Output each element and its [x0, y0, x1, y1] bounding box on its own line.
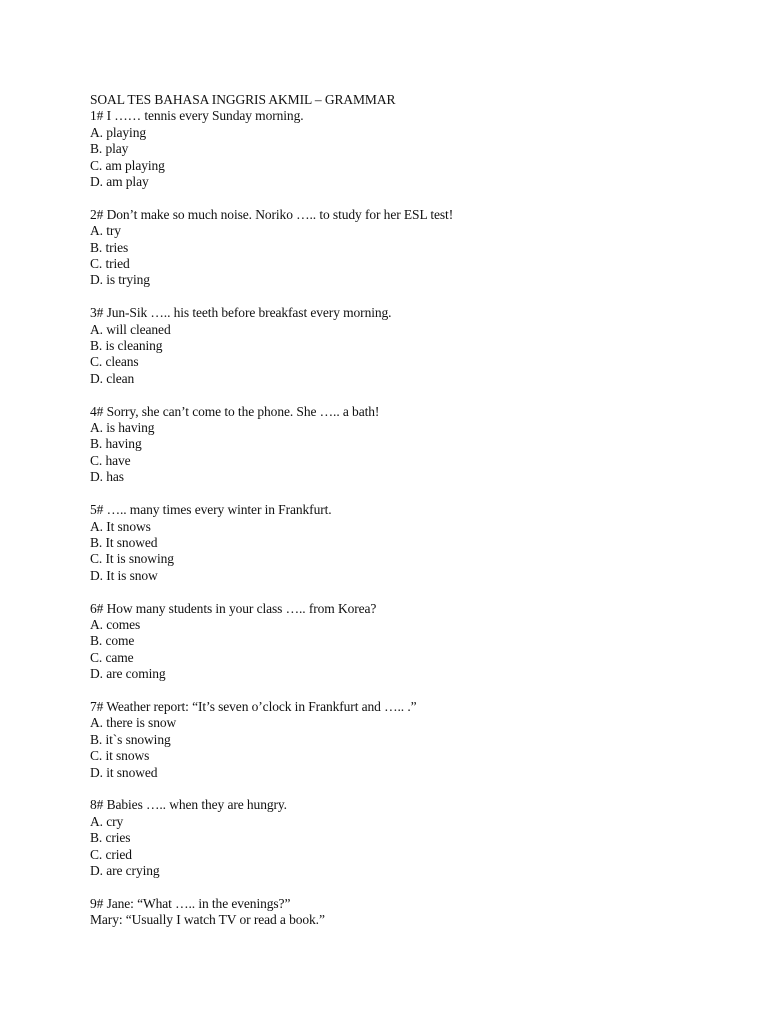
question-text: Mary: “Usually I watch TV or read a book.”: [90, 912, 325, 928]
answer-option: B. is cleaning: [90, 338, 163, 354]
question-item: [90, 699, 710, 781]
question-item: [90, 896, 710, 929]
question-text: 2# Don’t make so much noise. Noriko ….. to study for her ESL test!: [90, 206, 454, 222]
answer-option: C. cried: [90, 846, 132, 862]
question-item: [90, 601, 710, 683]
answer-option: A. is having: [90, 420, 155, 436]
question-text: 8# Babies ….. when they are hungry.: [90, 797, 287, 813]
answer-option: C. tried: [90, 256, 130, 272]
answer-option: B. It snowed: [90, 534, 158, 550]
answer-option: A. will cleaned: [90, 321, 171, 337]
answer-option: A. there is snow: [90, 715, 177, 731]
question-item: [90, 502, 710, 584]
answer-option: D. are coming: [90, 666, 166, 682]
answer-option: D. It is snow: [90, 567, 158, 583]
question-text: 4# Sorry, she can’t come to the phone. She ….. a bath!: [90, 403, 380, 419]
answer-option: D. has: [90, 469, 124, 485]
answer-option: C. it snows: [90, 748, 150, 764]
question-item: [90, 797, 710, 879]
question-text: 5# ….. many times every winter in Frankfurt.: [90, 502, 332, 518]
answer-option: A. playing: [90, 124, 146, 140]
answer-option: B. tries: [90, 239, 129, 255]
answer-option: C. have: [90, 452, 131, 468]
question-item: [90, 207, 710, 289]
answer-option: C. came: [90, 649, 134, 665]
answer-option: C. am playing: [90, 157, 165, 173]
question-text: 6# How many students in your class ….. from Korea?: [90, 600, 377, 616]
question-text: 1# I …… tennis every Sunday morning.: [90, 108, 304, 124]
question-text: 7# Weather report: “It’s seven o’clock in Frankfurt and ….. .”: [90, 698, 417, 714]
answer-option: B. come: [90, 633, 135, 649]
answer-option: B. it`s snowing: [90, 731, 171, 747]
answer-option: A. try: [90, 223, 121, 239]
question-item: [90, 305, 710, 387]
question-item: [90, 404, 710, 486]
answer-option: B. having: [90, 436, 142, 452]
document-title: SOAL TES BAHASA INGGRIS AKMIL – GRAMMAR: [90, 92, 396, 107]
answer-option: A. It snows: [90, 518, 151, 534]
answer-option: A. comes: [90, 616, 141, 632]
document-page: [90, 92, 710, 945]
question-item: [90, 108, 710, 190]
answer-option: D. is trying: [90, 272, 150, 288]
answer-option: D. clean: [90, 370, 135, 386]
answer-option: D. am play: [90, 174, 149, 190]
answer-option: D. it snowed: [90, 764, 158, 780]
answer-option: B. cries: [90, 830, 131, 846]
answer-option: C. It is snowing: [90, 551, 174, 567]
question-text: 3# Jun-Sik ….. his teeth before breakfast every morning.: [90, 305, 392, 321]
answer-option: D. are crying: [90, 862, 160, 878]
answer-option: B. play: [90, 141, 129, 157]
answer-option: C. cleans: [90, 354, 139, 370]
question-list: [90, 108, 710, 928]
answer-option: A. cry: [90, 813, 124, 829]
question-text: 9# Jane: “What ….. in the evenings?”: [90, 895, 291, 911]
